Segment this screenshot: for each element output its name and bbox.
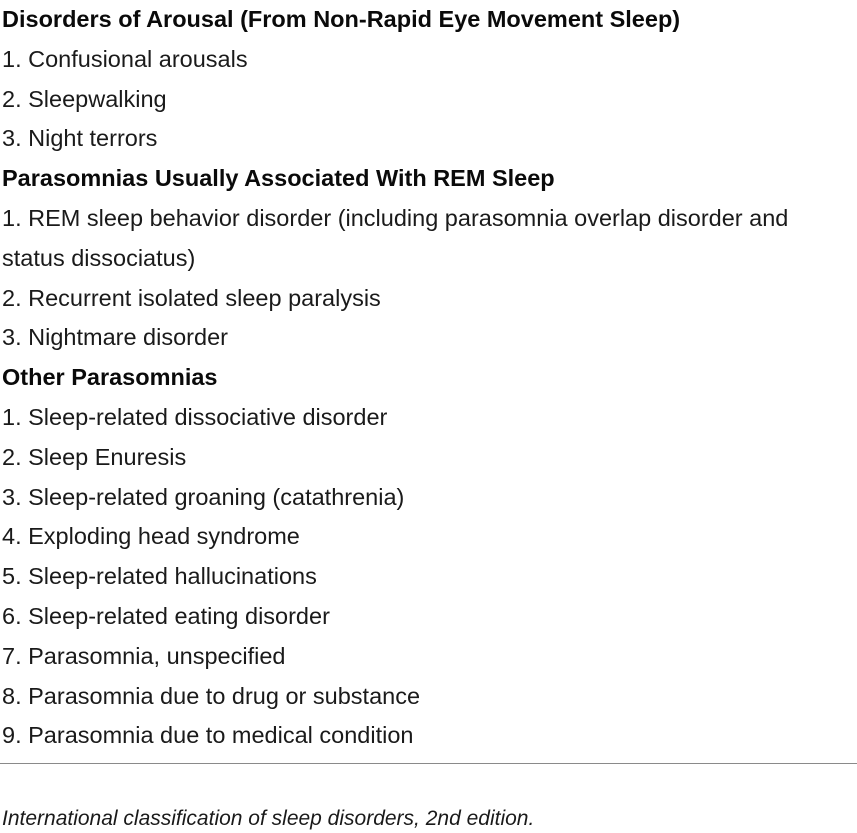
list-item: 5. Sleep-related hallucinations bbox=[2, 563, 317, 590]
list-item: 1. Confusional arousals bbox=[2, 45, 248, 72]
list-item: 2. Sleepwalking bbox=[2, 85, 167, 112]
list-item: 1. REM sleep behavior disorder (including parasomnia overlap disorder and bbox=[2, 204, 789, 231]
list-item: 6. Sleep-related eating disorder bbox=[2, 602, 330, 629]
list-item: 9. Parasomnia due to medical condition bbox=[2, 722, 414, 749]
list-item: 2. Recurrent isolated sleep paralysis bbox=[2, 284, 381, 311]
list-item: 4. Exploding head syndrome bbox=[2, 523, 300, 550]
list-item: 3. Nightmare disorder bbox=[2, 324, 228, 351]
table-footnote: International classification of sleep disorders, 2nd edition. bbox=[2, 807, 535, 830]
section-heading-other-parasomnias: Other Parasomnias bbox=[2, 364, 218, 391]
list-item: 3. Sleep-related groaning (catathrenia) bbox=[2, 483, 405, 510]
section-heading-rem-parasomnias: Parasomnias Usually Associated With REM Sleep bbox=[2, 165, 555, 192]
list-item: 1. Sleep-related dissociative disorder bbox=[2, 403, 388, 430]
section-heading-disorders-of-arousal: Disorders of Arousal (From Non-Rapid Eye Movement Sleep) bbox=[2, 6, 681, 32]
list-item: 2. Sleep Enuresis bbox=[2, 443, 187, 470]
list-item-continuation: status dissociatus) bbox=[2, 244, 196, 271]
list-item: 3. Night terrors bbox=[2, 125, 158, 152]
list-item: 8. Parasomnia due to drug or substance bbox=[2, 682, 421, 709]
list-item: 7. Parasomnia, unspecified bbox=[2, 642, 286, 669]
footnote-divider bbox=[0, 763, 857, 764]
parasomnia-classification-list bbox=[2, 0, 855, 756]
